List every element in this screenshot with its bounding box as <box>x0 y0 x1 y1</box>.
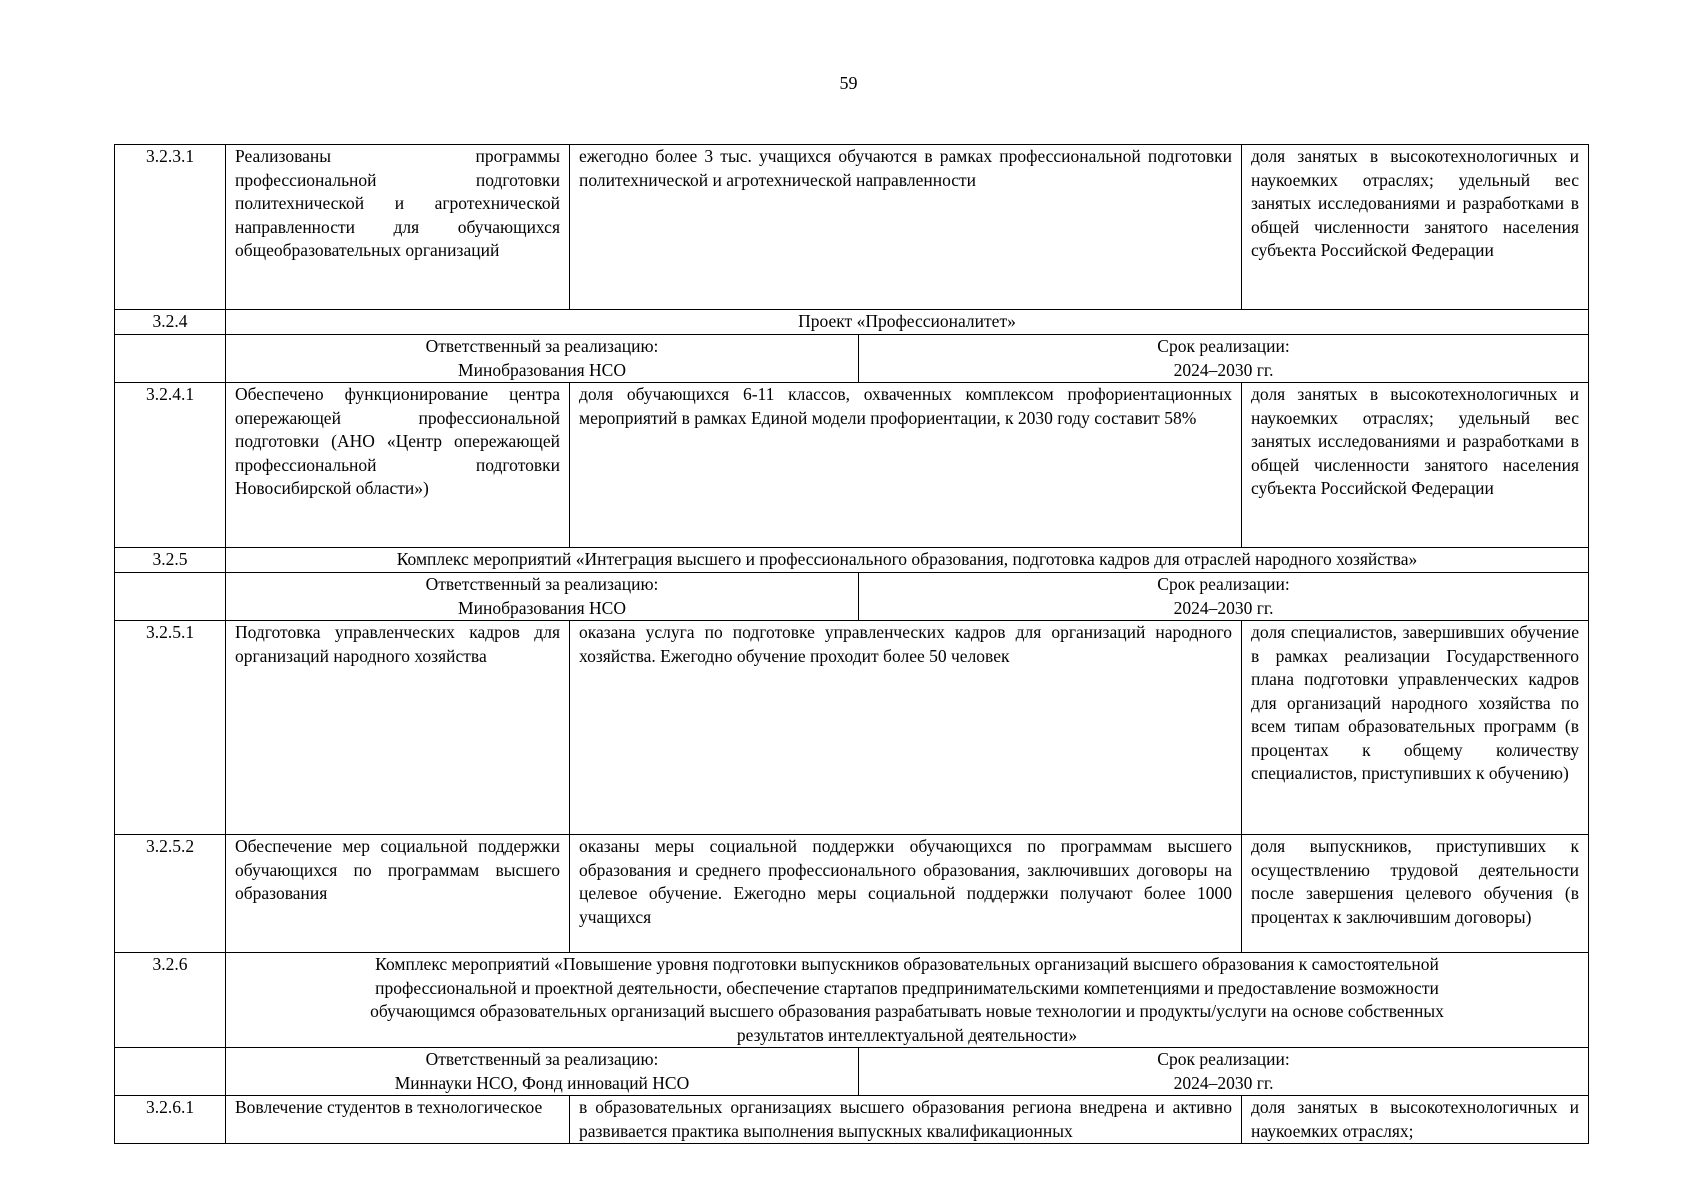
task-cell: Подготовка управленческих кадров для организаций народного хозяйства <box>226 621 570 835</box>
result-cell: доля обучающихся 6-11 классов, охваченных комплексом профориентационных мероприятий в рамках Единой модели профориентации, к 2030 году составит 58% <box>570 383 1242 548</box>
row-number: 3.2.6 <box>115 953 226 1048</box>
task-cell: Вовлечение студентов в технологическое <box>226 1096 570 1144</box>
table-row-3-2-6-1 <box>115 1096 1589 1144</box>
term-cell <box>859 1048 1589 1096</box>
section-row-3-2-5 <box>115 548 1589 573</box>
indicator-cell: доля занятых в высокотехнологичных и наукоемких отраслях; удельный вес занятых исследованиями и разработками в общей численности занятого населения субъекта Российской Федерации <box>1242 145 1589 310</box>
row-number: 3.2.3.1 <box>115 145 226 310</box>
task-cell: Реализованы программы профессиональной подготовки политехнической и агротехнической направленности для обучающихся общеобразовательных организаций <box>226 145 570 310</box>
section-row-3-2-4 <box>115 310 1589 335</box>
table-row-3-2-5-1 <box>115 621 1589 835</box>
section-title-line: обучающимся образовательных организаций высшего образования разрабатывать новые технологии и продукты/услуги на основе собственных <box>370 1001 1444 1021</box>
responsibility-row-3-2-4 <box>115 335 1589 383</box>
term-label: Срок реализации: <box>1157 1049 1290 1069</box>
responsible-cell <box>226 335 859 383</box>
task-cell: Обеспечено функционирование центра опережающей профессиональной подготовки (АНО «Центр опережающей профессиональной подготовки Новосибирской области») <box>226 383 570 548</box>
task-cell: Обеспечение мер социальной поддержки обучающихся по программам высшего образования <box>226 835 570 953</box>
indicator-cell: доля специалистов, завершивших обучение в рамках реализации Государственного плана подготовки управленческих кадров для организаций народного хозяйства по всем типам образовательных программ (в процентах к общему количеству специалистов, приступивших к обучению) <box>1242 621 1589 835</box>
result-cell: ежегодно более 3 тыс. учащихся обучаются в рамках профессиональной подготовки политехнической и агротехнической направленности <box>570 145 1242 310</box>
section-title: Проект «Профессионалитет» <box>226 310 1589 335</box>
empty-cell <box>115 573 226 621</box>
term-label: Срок реализации: <box>1157 336 1290 356</box>
indicator-cell: доля занятых в высокотехнологичных и наукоемких отраслях; <box>1242 1096 1589 1144</box>
responsible-cell <box>226 573 859 621</box>
term-value: 2024–2030 гг. <box>1173 359 1274 380</box>
row-number: 3.2.5.2 <box>115 835 226 953</box>
row-number: 3.2.4 <box>115 310 226 335</box>
responsible-label: Ответственный за реализацию: <box>425 336 659 356</box>
term-value: 2024–2030 гг. <box>1173 1072 1274 1093</box>
result-cell: оказана услуга по подготовке управленческих кадров для организаций народного хозяйства. Ежегодно обучение проходит более 50 человек <box>570 621 1242 835</box>
indicator-cell: доля занятых в высокотехнологичных и наукоемких отраслях; удельный вес занятых исследованиями и разработками в общей численности занятого населения субъекта Российской Федерации <box>1242 383 1589 548</box>
section-title: Комплекс мероприятий «Интеграция высшего и профессионального образования, подготовка кадров для отраслей народного хозяйства» <box>226 548 1589 573</box>
section-title-line: профессиональной и проектной деятельности, обеспечение стартапов предпринимательскими компетенциями и предоставление возможности <box>375 977 1439 998</box>
page-number: 59 <box>839 73 858 93</box>
responsible-label: Ответственный за реализацию: <box>425 1049 659 1069</box>
row-number: 3.2.4.1 <box>115 383 226 548</box>
empty-cell <box>115 335 226 383</box>
table-row-3-2-4-1 <box>115 383 1589 548</box>
responsibility-row-3-2-6 <box>115 1048 1589 1096</box>
term-label: Срок реализации: <box>1157 574 1290 594</box>
section-row-3-2-6 <box>115 953 1589 1048</box>
section-title <box>226 953 1589 1048</box>
row-number: 3.2.6.1 <box>115 1096 226 1144</box>
section-title-line: результатов интеллектуальной деятельности» <box>736 1024 1078 1045</box>
row-number: 3.2.5.1 <box>115 621 226 835</box>
result-cell: в образовательных организациях высшего образования региона внедрена и активно развивается практика выполнения выпускных квалификационных <box>570 1096 1242 1144</box>
section-title-line: Комплекс мероприятий «Повышение уровня подготовки выпускников образовательных организаций высшего образования к самостоятельной <box>375 954 1439 974</box>
responsible-value: Минобразования НСО <box>458 359 626 380</box>
table-row-3-2-5-2 <box>115 835 1589 953</box>
term-cell <box>859 573 1589 621</box>
responsible-value: Минобразования НСО <box>458 597 626 618</box>
responsibility-row-3-2-5 <box>115 573 1589 621</box>
responsible-label: Ответственный за реализацию: <box>425 574 659 594</box>
result-cell: оказаны меры социальной поддержки обучающихся по программам высшего образования и среднего профессионального образования, заключивших договоры на целевое обучение. Ежегодно меры социальной поддержки получают более 1000 учащихся <box>570 835 1242 953</box>
term-value: 2024–2030 гг. <box>1173 597 1274 618</box>
indicator-cell: доля выпускников, приступивших к осуществлению трудовой деятельности после завершения целевого обучения (в процентах к заключившим договоры) <box>1242 835 1589 953</box>
table-row-3-2-3-1 <box>115 145 1589 310</box>
responsible-cell <box>226 1048 859 1096</box>
empty-cell <box>115 1048 226 1096</box>
term-cell <box>859 335 1589 383</box>
responsible-value: Миннауки НСО, Фонд инноваций НСО <box>394 1072 690 1093</box>
plan-table <box>114 144 1589 1144</box>
row-number: 3.2.5 <box>115 548 226 573</box>
